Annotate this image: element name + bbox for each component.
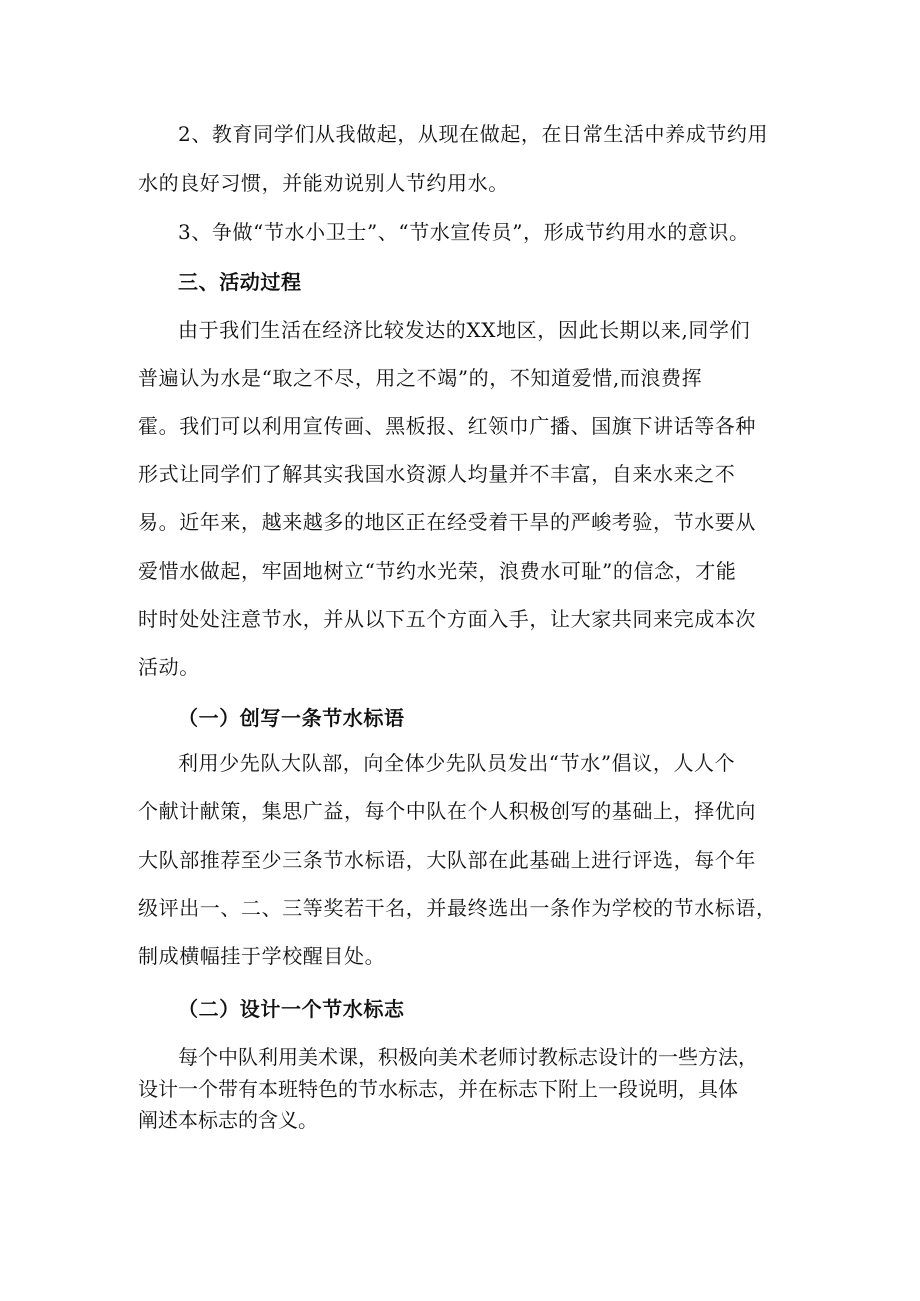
paragraph-intro-line-2: 普遍认为水是“取之不尽，用之不竭”的，不知道爱惜,而浪费挥: [138, 366, 703, 390]
section-heading-activity-process: 三、活动过程: [178, 270, 302, 294]
paragraph-intro-line-8: 活动。: [138, 655, 200, 679]
paragraph-intro-line-4: 形式让同学们了解其实我国水资源人均量并不丰富，自来水来之不: [138, 462, 736, 486]
paragraph-slogan-line-2: 个献计献策，集思广益，每个中队在个人积极创写的基础上，择优向: [138, 799, 756, 823]
paragraph-intro-line-5: 易。近年来，越来越多的地区正在经受着干旱的严峻考验，节水要从: [138, 510, 756, 534]
paragraph-intro-line-7: 时时处处注意节水，并从以下五个方面入手，让大家共同来完成本次: [138, 607, 756, 631]
paragraph-goal-2-line-1: 2、教育同学们从我做起，从现在做起，在日常生活中养成节约用: [178, 122, 769, 146]
paragraph-intro-line-6: 爱惜水做起，牢固地树立“节约水光荣，浪费水可耻”的信念，才能: [138, 559, 737, 583]
paragraph-goal-3: 3、争做“节水小卫士”、“节水宣传员”，形成节约用水的意识。: [178, 220, 750, 244]
paragraph-logo-line-3: 阐述本标志的含义。: [138, 1108, 318, 1132]
paragraph-intro-line-1: 由于我们生活在经济比较发达的XX地区，因此长期以来,同学们: [178, 318, 751, 342]
paragraph-slogan-line-5: 制成横幅挂于学校醒目处。: [138, 944, 386, 968]
paragraph-goal-2-line-2: 水的良好习惯，并能劝说别人节约用水。: [138, 171, 509, 195]
paragraph-intro-line-3: 霍。我们可以利用宣传画、黑板报、红领巾广播、国旗下讲话等各种: [138, 414, 756, 438]
subheading-slogan: （一）创写一条节水标语: [178, 706, 405, 730]
paragraph-slogan-line-4: 级评出一、二、三等奖若干名，并最终选出一条作为学校的节水标语，: [138, 896, 777, 920]
paragraph-logo-line-2: 设计一个带有本班特色的节水标志，并在标志下附上一段说明，具体: [138, 1077, 738, 1101]
paragraph-slogan-line-3: 大队部推荐至少三条节水标语，大队部在此基础上进行评选，每个年: [138, 848, 756, 872]
paragraph-slogan-line-1: 利用少先队大队部，向全体少先队员发出“节水”倡议，人人个: [178, 751, 736, 775]
subheading-logo: （二）设计一个节水标志: [178, 997, 405, 1021]
paragraph-logo-line-1: 每个中队利用美术课，积极向美术老师讨教标志设计的一些方法，: [178, 1045, 758, 1069]
